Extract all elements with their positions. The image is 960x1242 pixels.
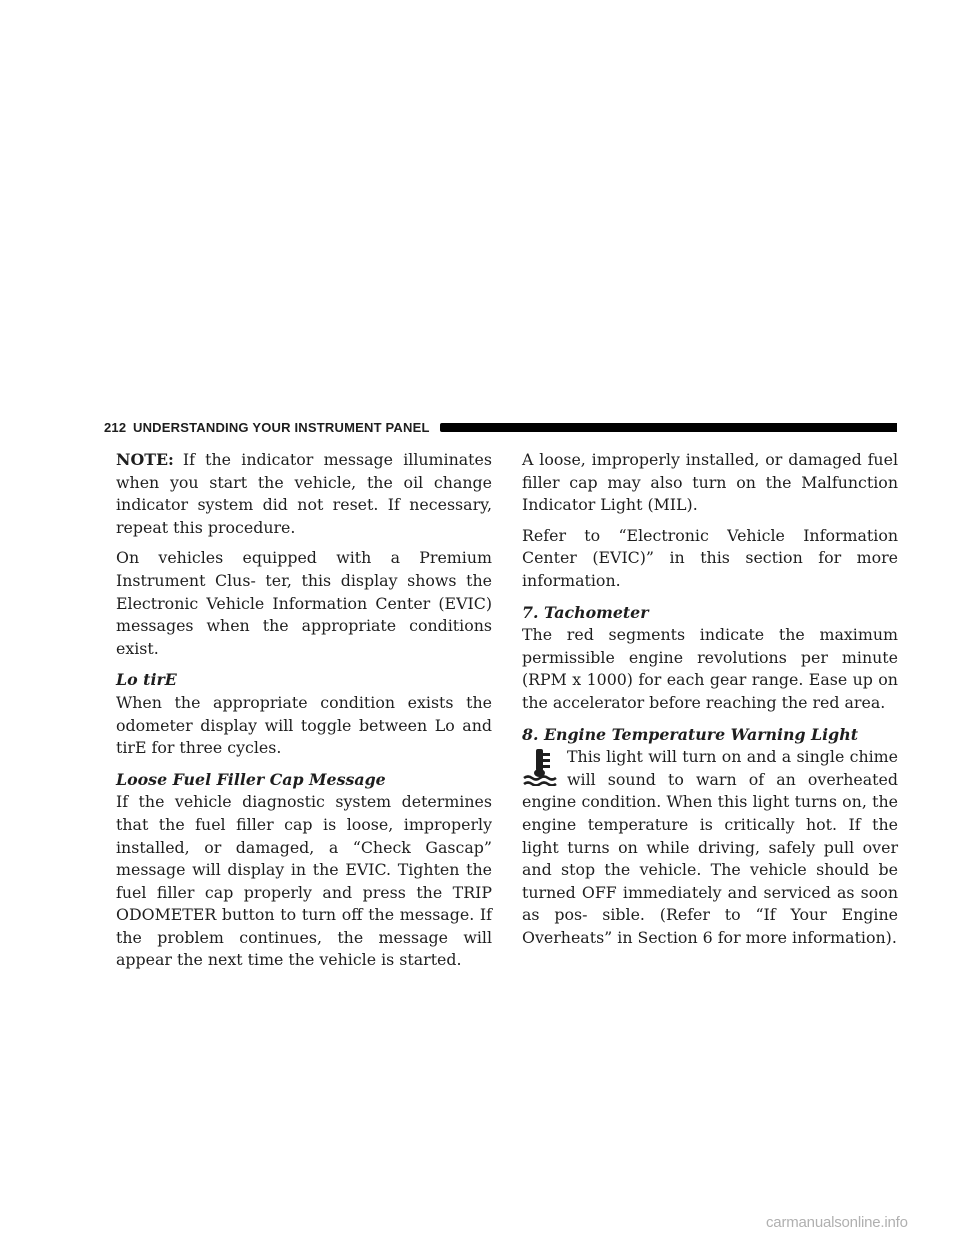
mil-paragraph: A loose, improperly installed, or damaged fuel filler cap may also turn on the Malfunction Indicator Light (MIL). (522, 450, 898, 515)
page-number: 212 (104, 420, 127, 435)
engine-temp-text: This light will turn on and a single chime will sound to warn of an overheated engine condition. When this light turns on, the engine temperature is critically hot. If the light turns on while driving, safely pull over and stop the vehicle. The vehicle should be turned OFF immediately and serviced as soon as pos- sible. (Refer to “If Your Engine Overheats” in Section 6 for more information). (522, 747, 898, 947)
section-title: UNDERSTANDING YOUR INSTRUMENT PANEL (133, 420, 430, 435)
evic-reference-paragraph: Refer to “Electronic Vehicle Information Center (EVIC)” in this section for more information. (522, 525, 898, 590)
lo-tire-text: When the appropriate condition exists the odometer display will toggle between Lo and tirE for three cycles. (116, 692, 492, 758)
note-label: NOTE: (116, 450, 174, 469)
right-column (522, 449, 898, 949)
left-column (116, 449, 492, 972)
engine-coolant-temperature-icon (522, 748, 558, 788)
tachometer-section (522, 602, 898, 715)
fuel-cap-heading: Loose Fuel Filler Cap Message (116, 769, 386, 789)
lo-tire-heading: Lo tirE (116, 670, 177, 690)
watermark-logo: carmanualsonline.info (766, 1214, 908, 1231)
tachometer-heading: 7. Tachometer (522, 602, 649, 622)
tachometer-text: The red segments indicate the maximum permissible engine revolutions per minute (RPM x 1000) for each gear range. Ease up on the accelerator before reaching the red area. (522, 625, 898, 712)
engine-temp-heading: 8. Engine Temperature Warning Light (522, 724, 858, 744)
engine-temp-section (522, 724, 898, 950)
premium-cluster-paragraph: On vehicles equipped with a Premium Instrument Clus- ter, this display shows the Electronic Vehicle Information Center (EVIC) messages when the appropriate conditions exist. (116, 548, 492, 658)
header-rule (440, 423, 897, 432)
note-text: If the indicator message illuminates when you start the vehicle, the oil change indicator system did not reset. If necessary, repeat this procedure. (116, 450, 492, 537)
fuel-cap-text: If the vehicle diagnostic system determines that the fuel filler cap is loose, improperly installed, or damaged, a “Check Gascap” message will display in the EVIC. Tighten the fuel filler cap properly and press the TRIP ODOMETER button to turn off the message. If the problem continues, the message will appear the next time the vehicle is started. (116, 792, 492, 970)
lo-tire-section (116, 669, 492, 759)
note-paragraph (116, 449, 492, 539)
page-header (104, 419, 897, 439)
fuel-cap-section (116, 769, 492, 972)
